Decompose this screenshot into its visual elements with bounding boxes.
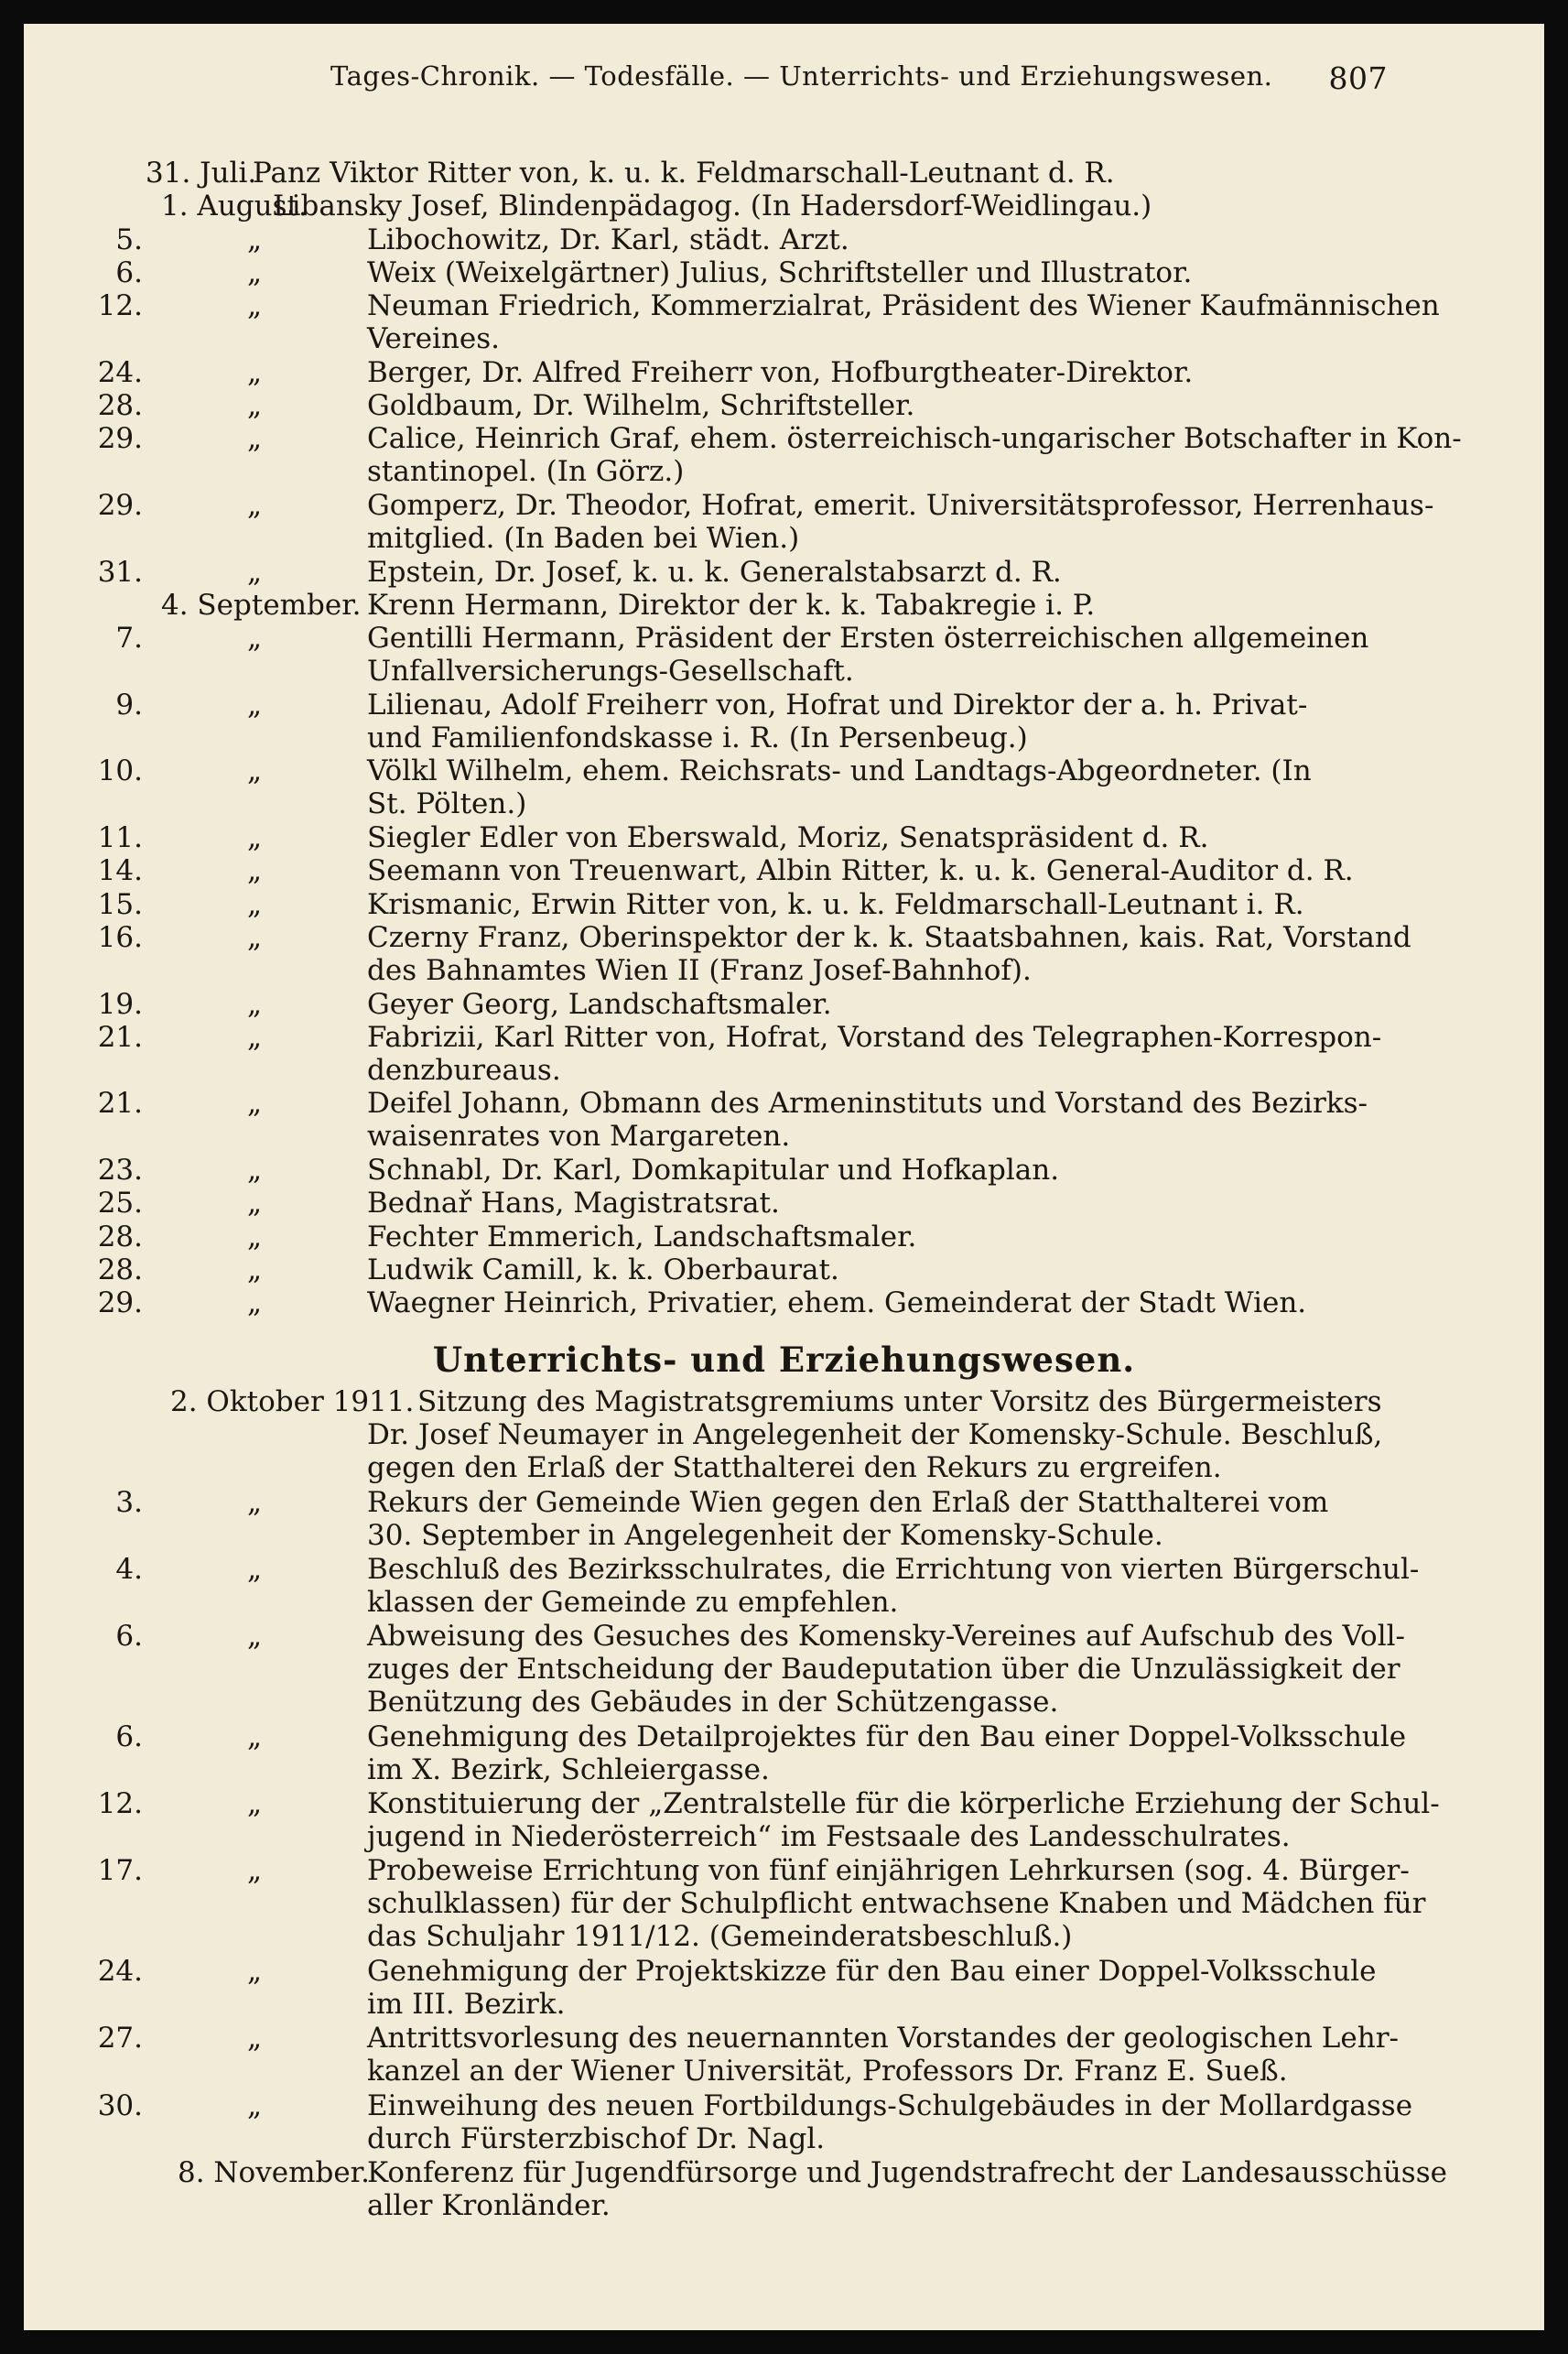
entry-date: 23. <box>97 1154 143 1187</box>
text-line: Epstein, Dr. Josef, k. u. k. Generalstabsarzt d. R. <box>367 555 1062 589</box>
entry-date: 14. <box>97 854 143 888</box>
entry-date: 4. September. <box>161 588 362 622</box>
text-line: zuges der Entscheidung der Baudeputation über die Unzulässigkeit der <box>367 1653 1400 1687</box>
text-line: Rekurs der Gemeinde Wien gegen den Erlaß der Statthalterei vom <box>367 1485 1329 1519</box>
ditto-mark: „ <box>247 754 263 788</box>
ditto-mark: „ <box>247 1720 263 1753</box>
text-line: Krenn Hermann, Direktor der k. k. Tabakregie i. P. <box>367 588 1096 622</box>
entry-date: 16. <box>97 920 143 954</box>
entry-date: 29. <box>97 422 143 456</box>
ditto-mark: „ <box>247 920 263 954</box>
text-line: Krismanic, Erwin Ritter von, k. u. k. Feldmarschall-Leutnant i. R. <box>367 887 1304 921</box>
entry-text <box>367 489 1434 555</box>
ditto-mark: „ <box>247 1253 263 1286</box>
text-line: Bednař Hans, Magistratsrat. <box>367 1187 780 1220</box>
text-line: Neuman Friedrich, Kommerzialrat, Präsident des Wiener Kaufmännischen <box>367 289 1440 323</box>
entry-text <box>367 2088 1413 2155</box>
text-line: das Schuljahr 1911/12. (Gemeinderatsbeschluß.) <box>367 1920 1073 1954</box>
ditto-mark: „ <box>247 987 263 1021</box>
text-line: Schnabl, Dr. Karl, Domkapitular und Hofkaplan. <box>367 1154 1060 1187</box>
ditto-mark: „ <box>247 1787 263 1821</box>
ditto-mark: „ <box>247 887 263 921</box>
text-line: Libansky Josef, Blindenpädagog. (In Hadersdorf-Weidlingau.) <box>273 190 1152 223</box>
text-line: Calice, Heinrich Graf, ehem. österreichisch-ungarischer Botschafter in Kon- <box>367 422 1462 456</box>
entry-text <box>367 622 1377 688</box>
entry-date: 24. <box>97 355 143 389</box>
entry-date: 19. <box>97 987 143 1021</box>
entry-date: 25. <box>97 1187 143 1220</box>
entry-text <box>367 256 1377 289</box>
ditto-mark: „ <box>247 389 263 423</box>
text-line: Antrittsvorlesung des neuernannten Vorstandes der geologischen Lehr- <box>367 2022 1399 2056</box>
entry-date: 12. <box>97 289 143 323</box>
entry-text <box>367 689 1377 754</box>
text-line: Benützung des Gebäudes in der Schützengasse. <box>367 1686 1059 1719</box>
entry-text <box>367 2155 1447 2222</box>
text-line: Fabrizii, Karl Ritter von, Hofrat, Vorstand des Telegraphen-Korrespon- <box>367 1020 1382 1054</box>
text-line: Beschluß des Bezirksschulrates, die Errichtung von vierten Bürgerschul- <box>367 1553 1420 1586</box>
entry-text <box>367 1955 1377 2021</box>
text-line: mitglied. (In Baden bei Wien.) <box>367 522 800 555</box>
ditto-mark: „ <box>247 555 263 589</box>
entry-date: 6. <box>115 1720 143 1753</box>
text-line: Waegner Heinrich, Privatier, ehem. Gemeinderat der Stadt Wien. <box>367 1286 1307 1320</box>
entry-text <box>367 1187 1377 1220</box>
text-line: Genehmigung des Detailprojektes für den Bau einer Doppel-Volksschule <box>367 1720 1407 1753</box>
text-line: im X. Bezirk, Schleiergasse. <box>367 1753 770 1786</box>
entry-date: 30. <box>97 2088 143 2122</box>
text-line: schulklassen) für der Schulpflicht entwachsene Knaben und Mädchen für <box>367 1887 1426 1921</box>
entry-text <box>367 1854 1426 1954</box>
entry-date: 9. <box>115 688 143 721</box>
text-line: Gomperz, Dr. Theodor, Hofrat, emerit. Universitätsprofessor, Herrenhaus- <box>367 489 1434 522</box>
text-line: Völkl Wilhelm, ehem. Reichsrats- und Landtags-Abgeordneter. (In <box>367 754 1312 788</box>
entry-text <box>367 988 1377 1021</box>
entry-text <box>367 1720 1407 1786</box>
entry-text <box>367 821 1377 854</box>
ditto-mark: „ <box>247 1286 263 1320</box>
entry-date: 21. <box>97 1020 143 1054</box>
entry-text <box>367 1220 1377 1253</box>
text-line: jugend in Niederösterreich“ im Festsaale des Landesschulrates. <box>367 1820 1291 1854</box>
ditto-mark: „ <box>247 688 263 721</box>
ditto-mark: „ <box>247 355 263 389</box>
entry-text <box>367 1286 1377 1319</box>
text-line: Probeweise Errichtung von fünf einjährigen Lehrkursen (sog. 4. Bürger- <box>367 1854 1410 1888</box>
text-line: des Bahnamtes Wien II (Franz Josef-Bahnhof). <box>367 953 1032 987</box>
entry-date: 4. <box>115 1553 143 1586</box>
entry-date: 6. <box>115 255 143 289</box>
entry-text <box>367 223 1377 256</box>
text-line: Libochowitz, Dr. Karl, städt. Arzt. <box>367 222 849 256</box>
entry-text <box>367 389 1377 422</box>
entry-text <box>253 157 1262 190</box>
text-line: Lilienau, Adolf Freiherr von, Hofrat und Direktor der a. h. Privat- <box>367 688 1308 721</box>
text-line: Panz Viktor Ritter von, k. u. k. Feldmarschall-Leutnant d. R. <box>253 157 1115 190</box>
text-line: Einweihung des neuen Fortbildungs-Schulgebäudes in der Mollardgasse <box>367 2088 1413 2122</box>
entry-date: 27. <box>97 2022 143 2056</box>
ditto-mark: „ <box>247 1854 263 1888</box>
entry-date: 10. <box>97 754 143 788</box>
entry-date: 11. <box>97 821 143 854</box>
entry-text <box>367 1486 1377 1552</box>
ditto-mark: „ <box>247 2022 263 2056</box>
entry-text <box>367 356 1377 389</box>
ditto-mark: „ <box>247 1220 263 1253</box>
text-line: Ludwik Camill, k. k. Oberbaurat. <box>367 1253 839 1286</box>
ditto-mark: „ <box>247 1955 263 1989</box>
text-line: und Familienfondskasse i. R. (In Persenbeug.) <box>367 721 1028 754</box>
page-number: 807 <box>1328 60 1388 96</box>
text-line: Geyer Georg, Landschaftsmaler. <box>367 987 832 1021</box>
entry-text <box>367 1553 1420 1619</box>
entry-text <box>273 190 1282 222</box>
entry-text <box>367 589 1377 622</box>
text-line: Dr. Josef Neumayer in Angelegenheit der Komensky-Schule. Beschluß, <box>367 1418 1383 1451</box>
entry-date: 6. <box>115 1620 143 1654</box>
text-line: Siegler Edler von Eberswald, Moriz, Senatspräsident d. R. <box>367 821 1209 854</box>
text-line: Goldbaum, Dr. Wilhelm, Schriftsteller. <box>367 389 915 423</box>
ditto-mark: „ <box>247 854 263 888</box>
text-line: Abweisung des Gesuches des Komensky-Vereines auf Aufschub des Voll- <box>367 1620 1406 1654</box>
text-line: aller Kronländer. <box>367 2188 611 2222</box>
entry-text <box>367 289 1440 356</box>
entry-date: 28. <box>97 1253 143 1286</box>
text-line: 30. September in Angelegenheit der Komensky-Schule. <box>367 1518 1163 1552</box>
ditto-mark: „ <box>247 1020 263 1054</box>
ditto-mark: „ <box>247 1154 263 1187</box>
page-header <box>330 60 1388 96</box>
entry-text <box>367 1087 1377 1153</box>
text-line: Weix (Weixelgärtner) Julius, Schriftsteller und Illustrator. <box>367 255 1193 289</box>
entry-date: 29. <box>97 1286 143 1320</box>
entry-text <box>367 556 1377 589</box>
ditto-mark: „ <box>247 422 263 456</box>
entry-date: 8. November. <box>178 2155 370 2189</box>
entry-text <box>367 854 1377 887</box>
entry-text <box>367 422 1462 489</box>
text-line: Czerny Franz, Oberinspektor der k. k. Staatsbahnen, kais. Rat, Vorstand <box>367 920 1411 954</box>
ditto-mark: „ <box>247 821 263 854</box>
text-line: waisenrates von Margareten. <box>367 1120 791 1154</box>
ditto-mark: „ <box>247 622 263 656</box>
entry-date: 1. August. <box>161 190 308 223</box>
text-line: gegen den Erlaß der Statthalterei den Rekurs zu ergreifen. <box>367 1451 1222 1484</box>
text-line: Unfallversicherungs-Gesellschaft. <box>367 655 854 689</box>
text-line: Seemann von Treuenwart, Albin Ritter, k. u. k. General-Auditor d. R. <box>367 854 1354 888</box>
entry-text <box>367 2022 1399 2088</box>
entry-text <box>367 1620 1406 1719</box>
entry-date: 24. <box>97 1955 143 1989</box>
text-line: Vereines. <box>367 322 501 356</box>
ditto-mark: „ <box>247 255 263 289</box>
text-line: Deifel Johann, Obmann des Armeninstituts und Vorstand des Bezirks- <box>367 1087 1368 1121</box>
entry-text <box>367 754 1377 820</box>
text-line: stantinopel. (In Görz.) <box>367 455 685 489</box>
text-line: Konferenz für Jugendfürsorge und Jugendstrafrecht der Landesausschüsse <box>367 2155 1447 2189</box>
ditto-mark: „ <box>247 1087 263 1121</box>
text-line: Gentilli Hermann, Präsident der Ersten österreichischen allgemeinen <box>367 622 1369 656</box>
ditto-mark: „ <box>247 1620 263 1654</box>
ditto-mark: „ <box>247 1553 263 1586</box>
entry-date: 15. <box>97 887 143 921</box>
entry-date: 5. <box>115 222 143 256</box>
entry-date: 28. <box>97 389 143 423</box>
entry-date: 29. <box>97 489 143 522</box>
text-line: kanzel an der Wiener Universität, Professors Dr. Franz E. Sueß. <box>367 2055 1288 2088</box>
text-line: Fechter Emmerich, Landschaftsmaler. <box>367 1220 917 1253</box>
entry-date: 12. <box>97 1787 143 1821</box>
ditto-mark: „ <box>247 289 263 323</box>
text-line: Genehmigung der Projektskizze für den Bau einer Doppel-Volksschule <box>367 1955 1377 1989</box>
entry-text <box>367 1020 1382 1087</box>
section-heading: Unterrichts- und Erziehungswesen. <box>432 1340 1136 1380</box>
entry-date: 28. <box>97 1220 143 1253</box>
text-line: Berger, Dr. Alfred Freiherr von, Hofburgtheater-Direktor. <box>367 355 1194 389</box>
entry-text <box>367 1253 1377 1286</box>
running-title: Tages-Chronik. — Todesfälle. — Unterrichts- und Erziehungswesen. <box>330 60 1273 92</box>
entry-date: 17. <box>97 1854 143 1888</box>
text-line: St. Pölten.) <box>367 787 527 821</box>
entry-date: 31. <box>97 555 143 589</box>
entry-date: 21. <box>97 1087 143 1121</box>
entry-text <box>367 920 1411 987</box>
entry-date: 2. Oktober 1911. <box>170 1385 415 1418</box>
entry-date: 7. <box>115 622 143 656</box>
entry-date: 3. <box>115 1485 143 1519</box>
ditto-mark: „ <box>247 1187 263 1220</box>
text-line: im III. Bezirk. <box>367 1988 566 2022</box>
ditto-mark: „ <box>247 489 263 522</box>
entry-text <box>367 888 1377 921</box>
ditto-mark: „ <box>247 222 263 256</box>
text-line: denzbureaus. <box>367 1053 561 1087</box>
text-line: Konstituierung der „Zentralstelle für die körperliche Erziehung der Schul- <box>367 1787 1440 1821</box>
ditto-mark: „ <box>247 2088 263 2122</box>
text-line: durch Fürsterzbischof Dr. Nagl. <box>367 2121 826 2155</box>
entry-text <box>367 1154 1377 1187</box>
text-line: klassen der Gemeinde zu empfehlen. <box>367 1586 899 1619</box>
text-line: Sitzung des Magistratsgremiums unter Vorsitz des Bürgermeisters <box>417 1385 1382 1418</box>
ditto-mark: „ <box>247 1485 263 1519</box>
entry-date: 31. Juli. <box>146 157 257 190</box>
entry-text <box>367 1787 1440 1854</box>
entry-text <box>367 1385 1427 1484</box>
